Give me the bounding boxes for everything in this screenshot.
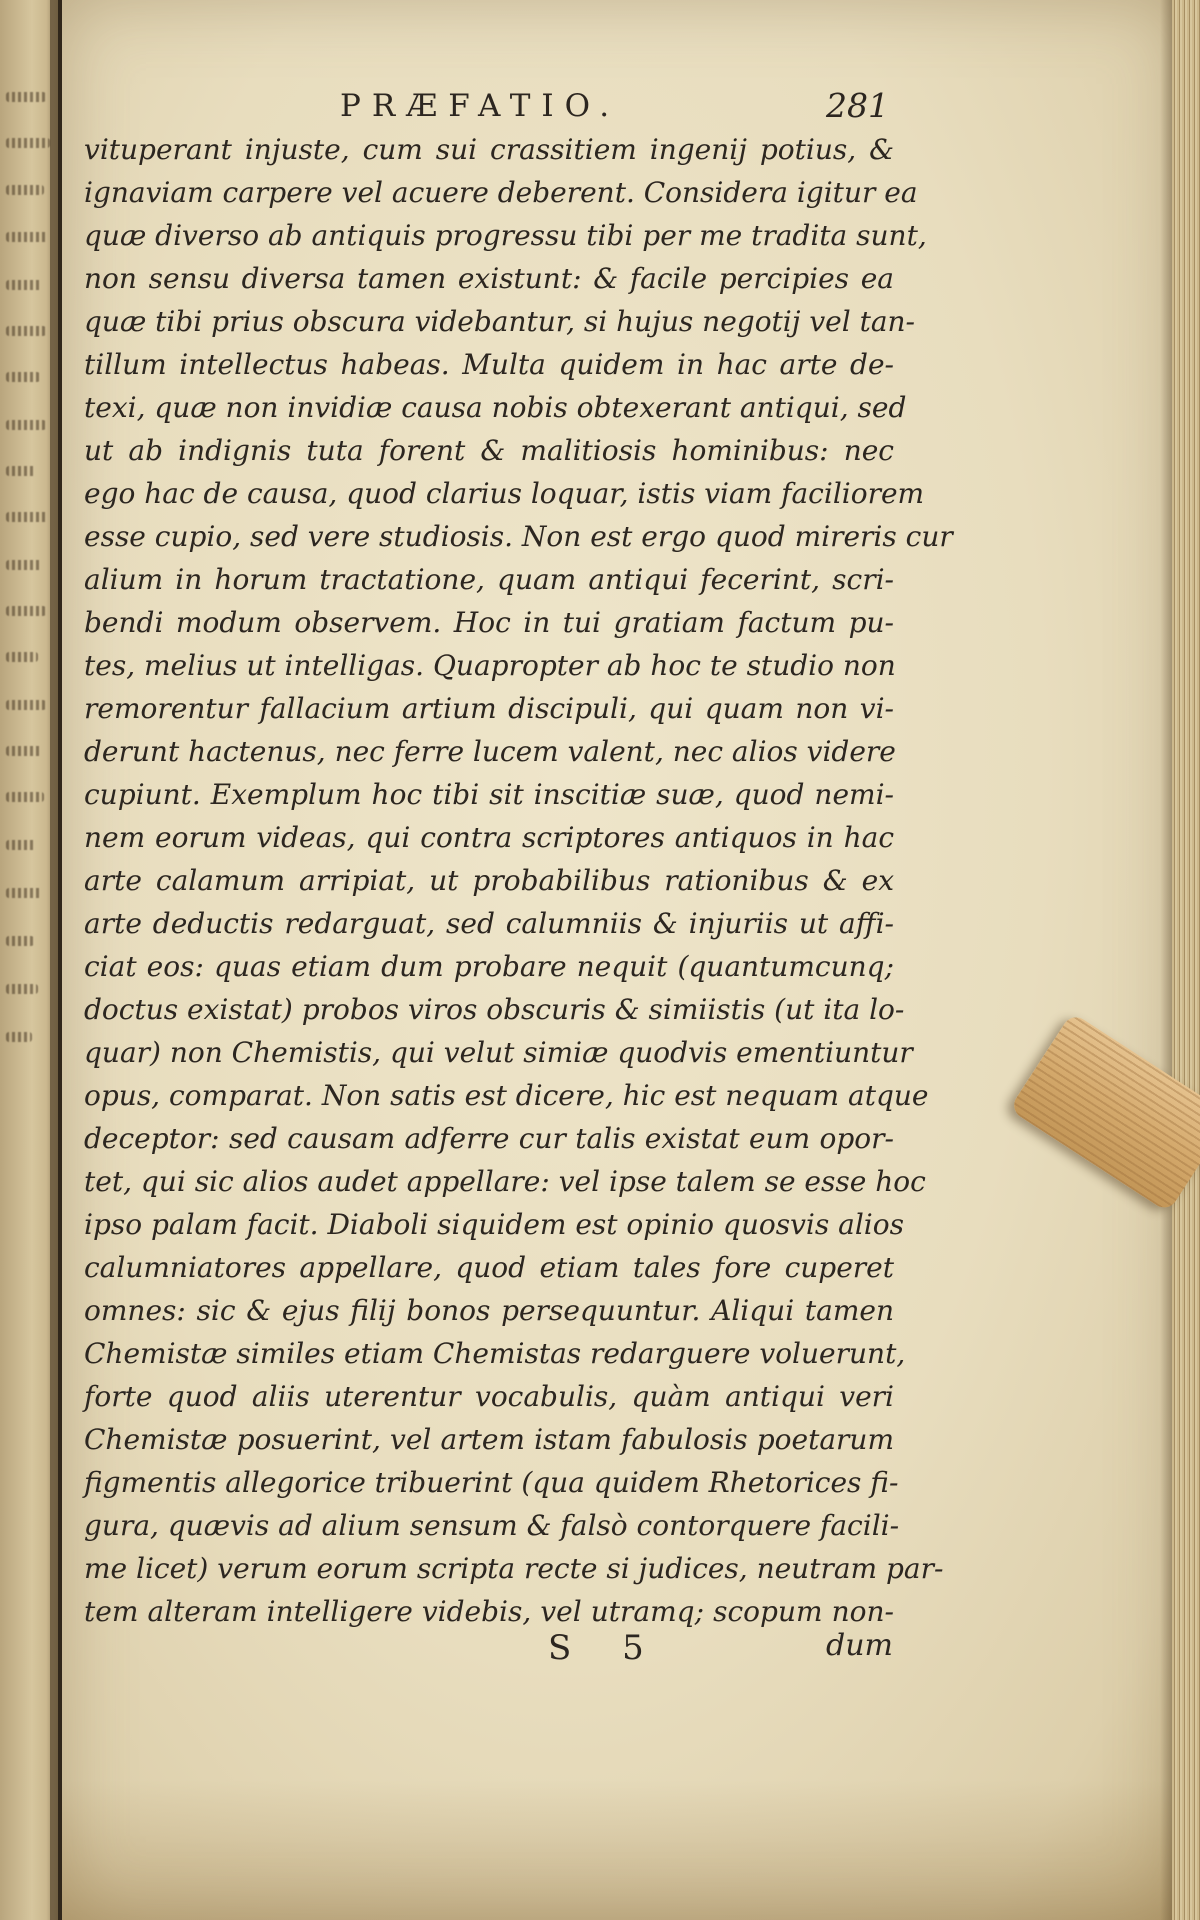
page-bottom-shade bbox=[62, 1780, 1180, 1920]
text-line: omnes: sic & ejus filij bonos persequuntur. Aliqui tamen bbox=[84, 1294, 894, 1327]
text-line: tes, melius ut intelligas. Quapropter ab hoc te studio non bbox=[84, 649, 896, 682]
text-line: tillum intellectus habeas. Multa quidem in hac arte de- bbox=[84, 348, 894, 381]
text-line: deceptor: sed causam adferre cur talis existat eum opor- bbox=[84, 1122, 894, 1155]
bleed-through-text bbox=[6, 1032, 32, 1042]
bleed-through-text bbox=[6, 840, 36, 850]
text-line: texi, quæ non invidiæ causa nobis obtexerant antiqui, sed bbox=[84, 391, 907, 424]
text-line: tem alteram intelligere videbis, vel utramq; scopum non- bbox=[84, 1595, 894, 1628]
text-line: calumniatores appellare, quod etiam tales fore cuperet bbox=[84, 1251, 894, 1284]
text-line: arte calamum arripiat, ut probabilibus rationibus & ex bbox=[84, 864, 894, 897]
bleed-through-text bbox=[6, 138, 50, 148]
text-line: opus, comparat. Non satis est dicere, hic est nequam atque bbox=[84, 1079, 929, 1112]
text-line: nem eorum videas, qui contra scriptores antiquos in hac bbox=[84, 821, 894, 854]
text-line: derunt hactenus, nec ferre lucem valent, nec alios videre bbox=[84, 735, 896, 768]
text-line: gura, quævis ad alium sensum & falsò contorquere facili- bbox=[84, 1509, 900, 1542]
book-fore-edge bbox=[1172, 0, 1200, 1920]
text-line: non sensu diversa tamen existunt: & facile percipies ea bbox=[84, 262, 894, 295]
text-line: remorentur fallacium artium discipuli, qui quam non vi- bbox=[84, 692, 894, 725]
page-number: 281 bbox=[826, 86, 889, 125]
bleed-through-text bbox=[6, 888, 42, 898]
signature-mark: S 5 bbox=[548, 1628, 664, 1668]
text-line: forte quod aliis uterentur vocabulis, quàm antiqui veri bbox=[84, 1380, 894, 1413]
text-line: ciat eos: quas etiam dum probare nequit (quantumcunq; bbox=[84, 950, 894, 983]
text-line: quæ tibi prius obscura videbantur, si hujus negotij vel tan- bbox=[84, 305, 916, 338]
bleed-through-text bbox=[6, 185, 44, 195]
bleed-through-text bbox=[6, 746, 42, 756]
text-line: bendi modum observem. Hoc in tui gratiam factum pu- bbox=[84, 606, 894, 639]
text-line: ipso palam facit. Diaboli siquidem est opinio quosvis alios bbox=[84, 1208, 904, 1241]
text-line: quar) non Chemistis, qui velut simiæ quodvis ementiuntur bbox=[84, 1036, 913, 1069]
text-line: ego hac de causa, quod clarius loquar, istis viam faciliorem bbox=[84, 477, 925, 510]
bleed-through-text bbox=[6, 512, 48, 522]
bleed-through-text bbox=[6, 232, 48, 242]
bleed-through-text bbox=[6, 700, 46, 710]
text-line: Chemistæ similes etiam Chemistas redarguere voluerunt, bbox=[84, 1337, 906, 1370]
text-line: ignaviam carpere vel acuere deberent. Considera igitur ea bbox=[84, 176, 918, 209]
text-line: arte deductis redarguat, sed calumniis & injuriis ut affi- bbox=[84, 907, 894, 940]
text-line: tet, qui sic alios audet appellare: vel ipse talem se esse hoc bbox=[84, 1165, 926, 1198]
text-line: esse cupio, sed vere studiosis. Non est ergo quod mireris cur bbox=[84, 520, 953, 553]
text-line: Chemistæ posuerint, vel artem istam fabulosis poetarum bbox=[84, 1423, 894, 1456]
text-line: me licet) verum eorum scripta recte si judices, neutram par- bbox=[84, 1552, 944, 1585]
bleed-through-text bbox=[6, 606, 46, 616]
bleed-through-text bbox=[6, 280, 42, 290]
bleed-through-text bbox=[6, 560, 42, 570]
text-line: alium in horum tractatione, quam antiqui fecerint, scri- bbox=[84, 563, 894, 596]
bleed-through-text bbox=[6, 326, 46, 336]
running-head: PRÆFATIO. bbox=[340, 88, 621, 124]
catchword: dum bbox=[826, 1628, 893, 1663]
text-line: figmentis allegorice tribuerint (qua quidem Rhetorices fi- bbox=[84, 1466, 899, 1499]
bleed-through-text bbox=[6, 372, 40, 382]
text-line: doctus existat) probos viros obscuris & simiistis (ut ita lo- bbox=[84, 993, 905, 1026]
bleed-through-text bbox=[6, 466, 36, 476]
bleed-through-text bbox=[6, 792, 44, 802]
text-line: vituperant injuste, cum sui crassitiem ingenij potius, & bbox=[84, 133, 894, 166]
text-line: quæ diverso ab antiquis progressu tibi per me tradita sunt, bbox=[84, 219, 927, 252]
text-line: cupiunt. Exemplum hoc tibi sit inscitiæ suæ, quod nemi- bbox=[84, 778, 894, 811]
bleed-through-text bbox=[6, 652, 38, 662]
text-line: ut ab indignis tuta forent & malitiosis hominibus: nec bbox=[84, 434, 894, 467]
bleed-through-text bbox=[6, 984, 38, 994]
bleed-through-text bbox=[6, 420, 46, 430]
bleed-through-text bbox=[6, 936, 34, 946]
bleed-through-text bbox=[6, 92, 46, 102]
